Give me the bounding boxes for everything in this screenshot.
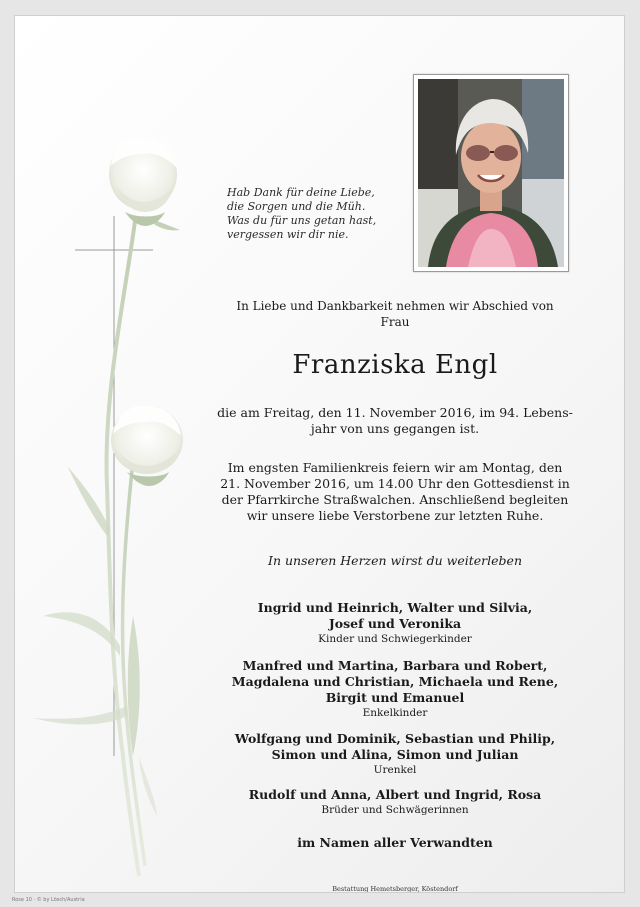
memorial-verse [227,186,407,242]
mourner-group-grandchildren [205,658,585,720]
mourner-role: Kinder und Schwiegerkinder [318,633,472,645]
verse-line: Was du für uns getan hast, [227,214,377,227]
notice-line: die am Freitag, den 11. November 2016, im 94. Lebens- [217,405,573,420]
service-line: Im engsten Familienkreis feiern wir am Montag, den [227,460,563,475]
intro-line: In Liebe und Dankbarkeit nehmen wir Abschied von [236,299,554,313]
mourner-names: Josef und Veronika [328,616,462,631]
mourner-role: Brüder und Schwägerinnen [321,804,469,816]
intro-line: Frau [380,315,410,329]
service-line: der Pfarrkirche Straßwalchen. Anschließend begleiten [221,492,569,507]
obituary-sheet [14,15,625,893]
mourner-names: Ingrid und Heinrich, Walter und Silvia, [257,600,533,615]
mourner-role: Enkelkinder [362,707,428,719]
mourner-names: Magdalena und Christian, Michaela und Rene, [231,674,559,689]
deceased-name: Franziska Engl [292,350,498,380]
mourner-names: Birgit und Emanuel [325,690,465,705]
mourner-group-great-grandchildren [205,731,585,777]
verse-line: vergessen wir dir nie. [227,228,349,241]
verse-line: Hab Dank für deine Liebe, [227,186,375,199]
undertaker-credit: Bestattung Hemetsberger, Köstendorf [332,885,458,893]
notice-line: jahr von uns gegangen ist. [310,421,480,436]
mourner-role: Urenkel [373,764,417,776]
mourner-names: Manfred und Martina, Barbara und Robert, [242,658,548,673]
service-details [205,460,585,524]
verse-line: die Sorgen und die Müh. [227,200,366,213]
portrait-photo [418,79,564,267]
mourner-group-children [205,600,585,646]
mourner-group-siblings [205,787,585,817]
death-notice [205,405,585,437]
print-imprint: Rose 10 · © by Lösch/Austria [12,897,85,903]
mourner-names: Wolfgang und Dominik, Sebastian und Philip, [234,731,556,746]
white-roses-and-cross-image [15,16,215,893]
closing-line: im Namen aller Verwandten [297,835,493,850]
mourner-names: Simon und Alina, Simon und Julian [271,747,519,762]
farewell-intro [205,298,585,330]
memorial-motto: In unseren Herzen wirst du weiterleben [268,553,522,568]
service-line: wir unsere liebe Verstorbene zur letzten Ruhe. [246,508,544,523]
portrait-photo-frame [413,74,569,272]
mourner-names: Rudolf und Anna, Albert und Ingrid, Rosa [248,787,542,802]
service-line: 21. November 2016, um 14.00 Uhr den Gottesdienst in [220,476,570,491]
